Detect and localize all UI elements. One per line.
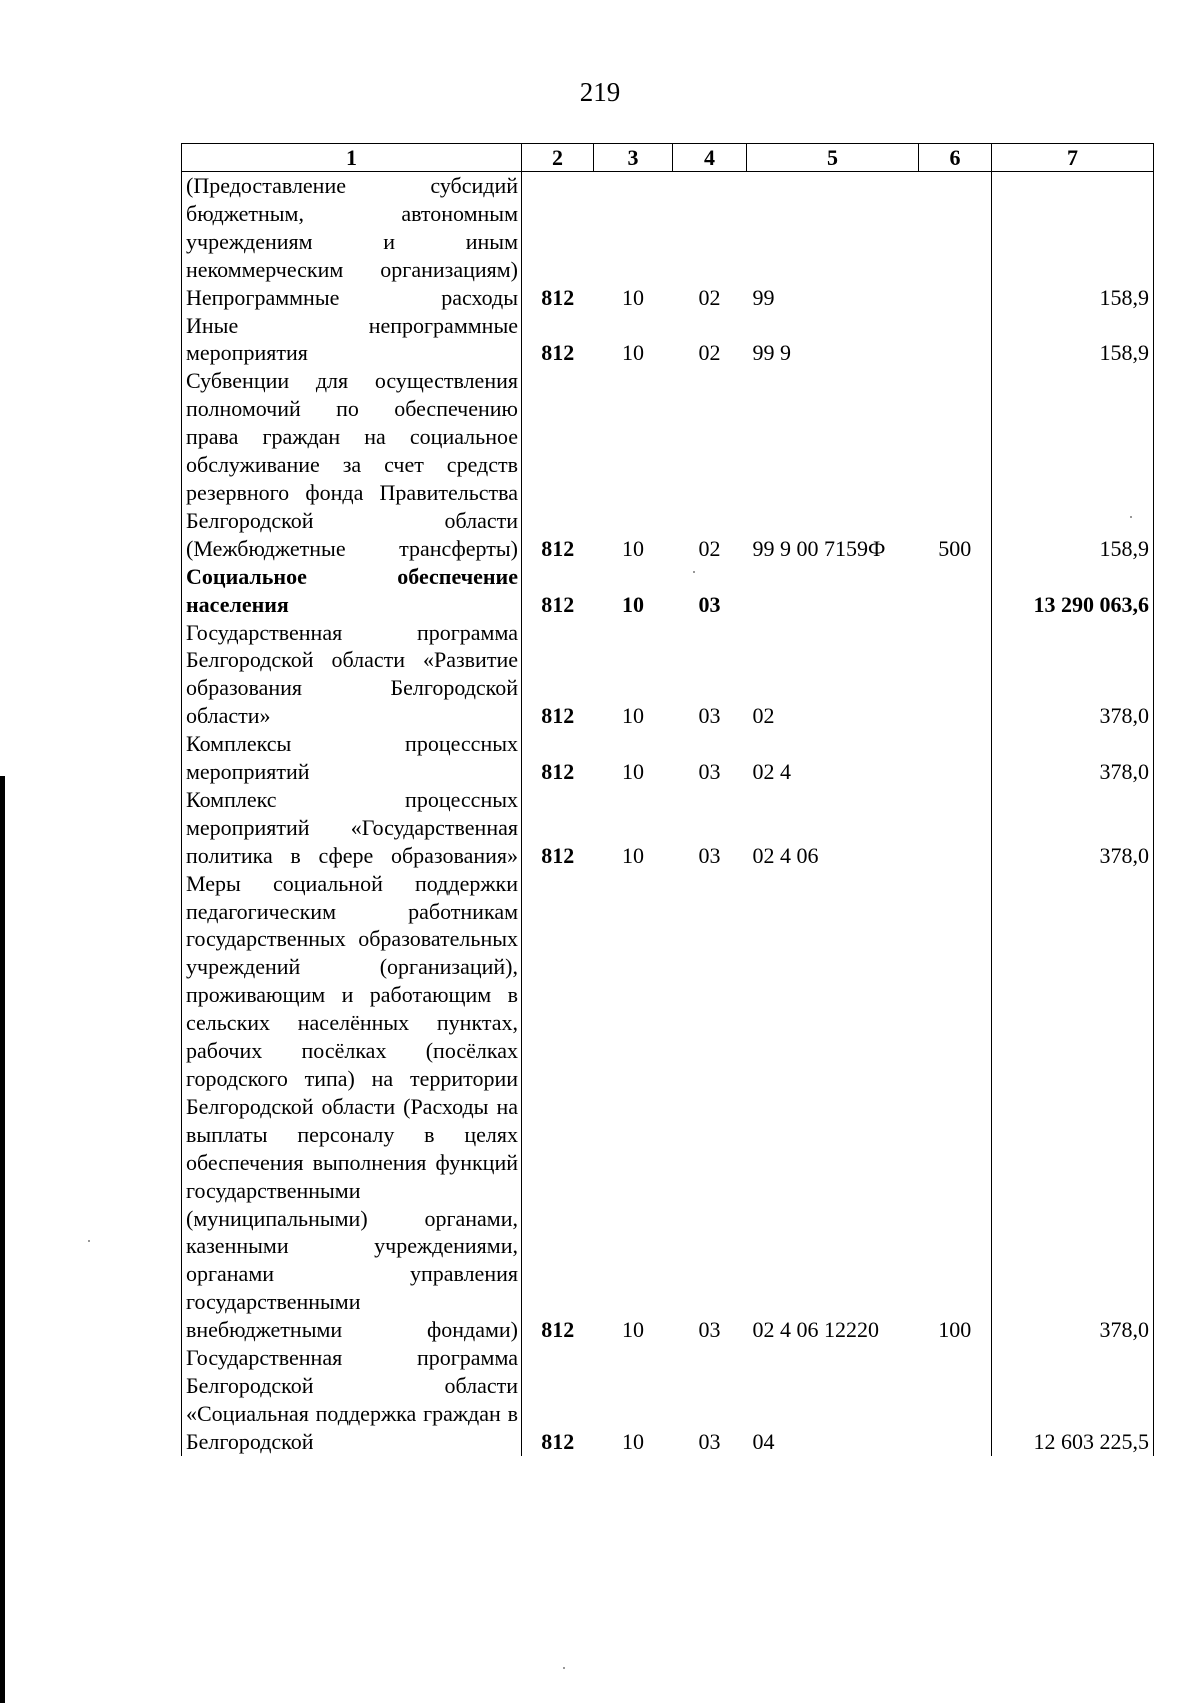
ministry-code: 812	[541, 759, 575, 785]
section-code: 10	[622, 703, 644, 729]
target-article-code: 04	[752, 1428, 775, 1454]
row-name: Иные непрограммные мероприятия	[182, 312, 522, 368]
subsection-code: 03	[698, 1428, 721, 1454]
row-name: Субвенции для осуществления полномочий по обеспечению права граждан на социальное обслуживание за счет средств резервного фонда Правительства Белгородской области (Межбюджетные трансферты)	[182, 367, 522, 562]
amount: 378,0	[992, 619, 1154, 731]
section-code	[594, 172, 673, 284]
expense-type-code	[919, 730, 992, 786]
table-row	[182, 619, 1154, 731]
row-name: Государственная программа Белгородской области «Развитие образования Белгородской области»	[182, 619, 522, 731]
column-header: 5	[747, 144, 919, 172]
subsection-code: 02	[698, 535, 721, 561]
target-article-code: 02 4	[752, 759, 791, 785]
expense-type-code	[919, 172, 992, 284]
ministry-code: 812	[541, 842, 575, 868]
target-article-code: 99 9 00 7159Ф	[752, 535, 886, 561]
page-number: 219	[579, 77, 621, 107]
section-code: 10	[622, 1317, 644, 1343]
row-name: Меры социальной поддержки педагогическим работникам государственных образовательных учреждений (организаций), проживающим и работающим в сельских населённых пунктах, рабочих посёлках (посёлках городского типа) на территории Белгородской области (Расходы на выплаты персоналу в целях обеспечения выполнения функций государственными (муниципальными) органами, казенными учреждениями, органами управления государственными внебюджетными фондами)	[182, 870, 522, 1344]
section-code: 10	[622, 284, 644, 310]
amount: 378,0	[992, 786, 1154, 870]
subsection-code: 02	[698, 284, 721, 310]
expense-type-code: 100	[938, 1317, 972, 1343]
row-name: Комплекс процессных мероприятий «Государственная политика в сфере образования»	[182, 786, 522, 870]
column-header: 2	[522, 144, 594, 172]
ministry-code: 812	[541, 703, 575, 729]
target-article-code	[747, 172, 919, 284]
section-code: 10	[622, 340, 644, 366]
ministry-code: 812	[541, 1317, 575, 1343]
row-name: Социальное обеспечение населения	[182, 563, 522, 619]
target-article-code: 02 4 06	[752, 842, 819, 868]
scan-speck	[88, 1240, 90, 1242]
subsection-code	[673, 172, 747, 284]
table-row	[182, 730, 1154, 786]
subsection-code: 03	[698, 591, 721, 617]
amount: 158,9	[992, 312, 1154, 368]
expense-type-code	[919, 284, 992, 312]
table-row	[182, 312, 1154, 368]
amount: 378,0	[992, 870, 1154, 1344]
amount: 158,9	[992, 367, 1154, 562]
ministry-code: 812	[541, 340, 575, 366]
subsection-code: 03	[698, 759, 721, 785]
ministry-code: 812	[541, 591, 575, 617]
subsection-code: 03	[698, 703, 721, 729]
column-header: 6	[919, 144, 992, 172]
table-row	[182, 786, 1154, 870]
table-header-row	[182, 144, 1154, 172]
amount: 12 603 225,5	[992, 1344, 1154, 1456]
table-row	[182, 172, 1154, 284]
amount: 158,9	[992, 284, 1154, 312]
target-article-code: 99 9	[752, 340, 791, 366]
expense-type-code	[919, 1344, 992, 1456]
amount: 378,0	[992, 730, 1154, 786]
subsection-code: 03	[698, 842, 721, 868]
row-name: Государственная программа Белгородской области «Социальная поддержка граждан в Белгородской	[182, 1344, 522, 1456]
expense-type-code	[919, 619, 992, 731]
subsection-code: 02	[698, 340, 721, 366]
amount	[992, 172, 1154, 284]
section-code: 10	[622, 759, 644, 785]
scan-speck	[563, 1667, 565, 1669]
ministry-code	[522, 172, 594, 284]
expense-type-code	[919, 312, 992, 368]
column-header: 3	[594, 144, 673, 172]
section-code: 10	[622, 535, 644, 561]
ministry-code: 812	[541, 1428, 575, 1454]
expense-type-code	[919, 786, 992, 870]
section-code: 10	[622, 591, 644, 617]
target-article-code	[747, 563, 919, 619]
table-row	[182, 1344, 1154, 1456]
subsection-code: 03	[698, 1317, 721, 1343]
amount: 13 290 063,6	[992, 563, 1154, 619]
column-header: 4	[673, 144, 747, 172]
budget-table	[181, 143, 1154, 1456]
row-name: (Предоставление субсидий бюджетным, автономным учреждениям и иным некоммерческим организациям)	[182, 172, 522, 284]
ministry-code: 812	[541, 535, 575, 561]
target-article-code: 02 4 06 12220	[752, 1317, 879, 1343]
section-code: 10	[622, 1428, 644, 1454]
table-row	[182, 563, 1154, 619]
column-header: 1	[182, 144, 522, 172]
section-code: 10	[622, 842, 644, 868]
expense-type-code: 500	[938, 535, 972, 561]
expense-type-code	[919, 563, 992, 619]
target-article-code: 02	[752, 703, 775, 729]
table-row	[182, 284, 1154, 312]
table-row	[182, 870, 1154, 1344]
scan-edge-mark	[0, 776, 5, 1703]
row-name: Комплексы процессных мероприятий	[182, 730, 522, 786]
ministry-code: 812	[541, 284, 575, 310]
column-header: 7	[992, 144, 1154, 172]
target-article-code: 99	[752, 284, 775, 310]
row-name: Непрограммные расходы	[182, 284, 522, 312]
table-row	[182, 367, 1154, 562]
